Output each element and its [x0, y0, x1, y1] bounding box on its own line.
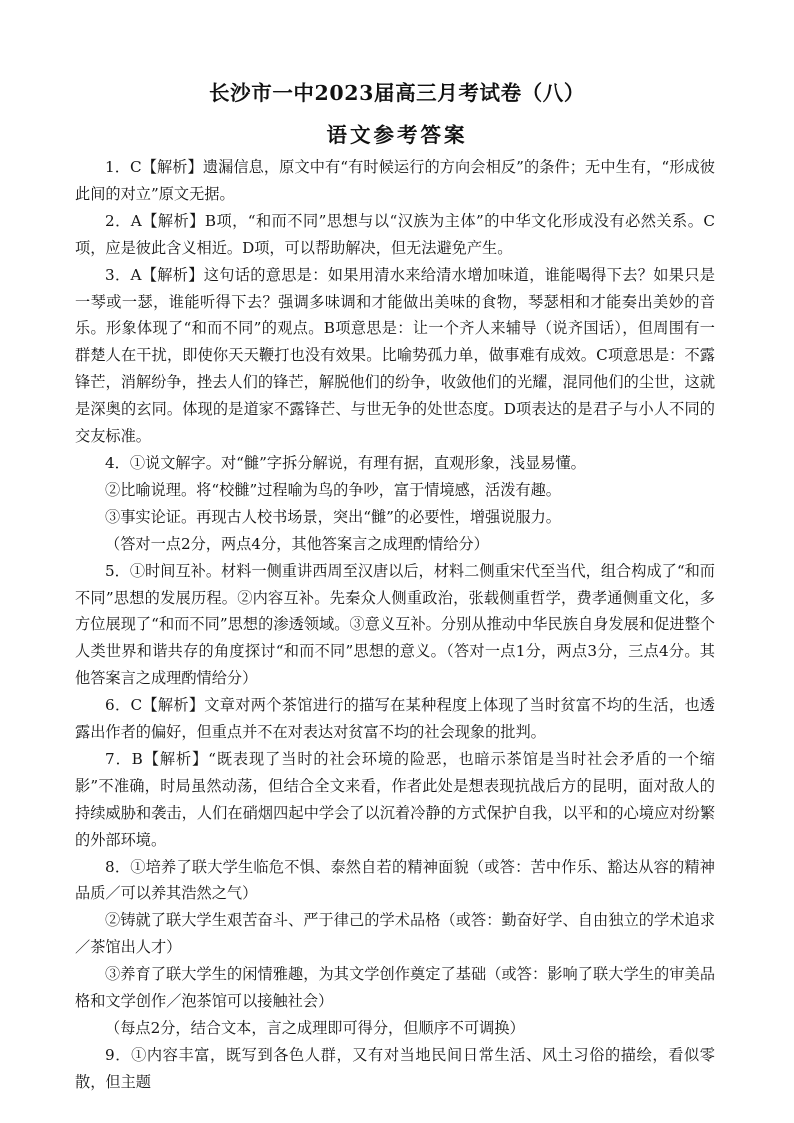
document-subtitle: 语文参考答案: [326, 123, 468, 147]
answer-q6: 6．C【解析】文章对两个茶馆进行的描写在某种程度上体现了当时贫富不均的生活，也透露出作者的偏好，但重点并不在对表达对贫富不均的社会现象的批判。: [75, 696, 715, 742]
answer-q9: 9．①内容丰富，既写到各色人群，又有对当地民间日常生活、风土习俗的描绘，看似零散，但主题: [75, 1045, 715, 1091]
answer-q3: 3．A【解析】这句话的意思是：如果用清水来给清水增加味道，谁能喝得下去？如果只是一琴或一瑟，谁能听得下去？强调多味调和才能做出美味的食物，琴瑟相和才能奏出美妙的音乐。形象体现了“和而不同”的观点。B项意思是：让一个齐人来辅导（说齐国话），但周围有一群楚人在干扰，即使你天天鞭打也没有效果。比喻势孤力单，做事难有成效。C项意思是：不露锋芒，消解纷争，挫去人们的锋芒，解脱他们的纷争，收敛他们的光耀，混同他们的尘世，这就是深奥的玄同。体现的是道家不露锋芒、与世无争的处世态度。D项表达的是君子与小人不同的交友标准。: [75, 265, 715, 446]
answer-q4-point-1: 4．①说文解字。对“雠”字拆分解说，有理有据，直观形象，浅显易懂。: [105, 453, 586, 472]
answer-q4-point-2: ②比喻说理。将“校雠”过程喻为鸟的争吵，富于情境感，活泼有趣。: [105, 480, 561, 499]
answer-q2: 2．A【解析】B项，“和而不同”思想与以“汉族为主体”的中华文化形成没有必然关系。C项，应是彼此含义相近。D项，可以帮助解决，但无法避免产生。: [75, 211, 715, 257]
answer-q8-point-2: ②铸就了联大学生艰苦奋斗、严于律己的学术品格（或答：勤奋好学、自由独立的学术追求／茶馆出人才）: [75, 911, 715, 957]
answer-q8-point-1: 8．①培养了联大学生临危不惧、泰然自若的精神面貌（或答：苦中作乐、豁达从容的精神品质／可以养其浩然之气）: [75, 857, 715, 903]
answer-q8-scoring-note: （每点2分，结合文本，言之成理即可得分，但顺序不可调换）: [105, 1019, 525, 1037]
answer-body: [75, 154, 715, 1096]
answer-q4-scoring-note: （答对一点2分，两点4分，其他答案言之成理酌情给分）: [105, 534, 489, 553]
answer-q4-point-3: ③事实论证。再现古人校书场景，突出“雠”的必要性，增强说服力。: [105, 507, 561, 526]
answer-q1: 1．C【解析】遗漏信息，原文中有“有时候运行的方向会相反”的条件；无中生有，“形成彼此间的对立”原文无据。: [75, 158, 715, 203]
answer-q8-point-3: ③养育了联大学生的闲情雅趣，为其文学创作奠定了基础（或答：影响了联大学生的审美品格和文学创作／泡茶馆可以接触社会）: [75, 965, 715, 1011]
document-title: 长沙市一中2023届高三月考试卷（八）: [209, 81, 585, 105]
answer-q7: 7．B【解析】“既表现了当时的社会环境的险恶，也暗示茶馆是当时社会矛盾的一个缩影”不准确，时局虽然动荡，但结合全文来看，作者此处是想表现抗战后方的昆明，面对敌人的持续威胁和袭击，人们在硝烟四起中学会了以沉着冷静的方式保护自我，以平和的心境应对纷繁的外部环境。: [75, 749, 715, 849]
answer-q5: 5．①时间互补。材料一侧重讲西周至汉唐以后，材料二侧重宋代至当代，组合构成了“和而不同”思想的发展历程。②内容互补。先秦众人侧重政治，张载侧重哲学，费孝通侧重文化，多方位展现了“和而不同”思想的渗透领域。③意义互补。分别从推动中华民族自身发展和促进整个人类世界和谐共存的角度探讨“和而不同”思想的意义。（答对一点1分，两点3分，三点4分。其他答案言之成理酌情给分）: [75, 561, 715, 688]
